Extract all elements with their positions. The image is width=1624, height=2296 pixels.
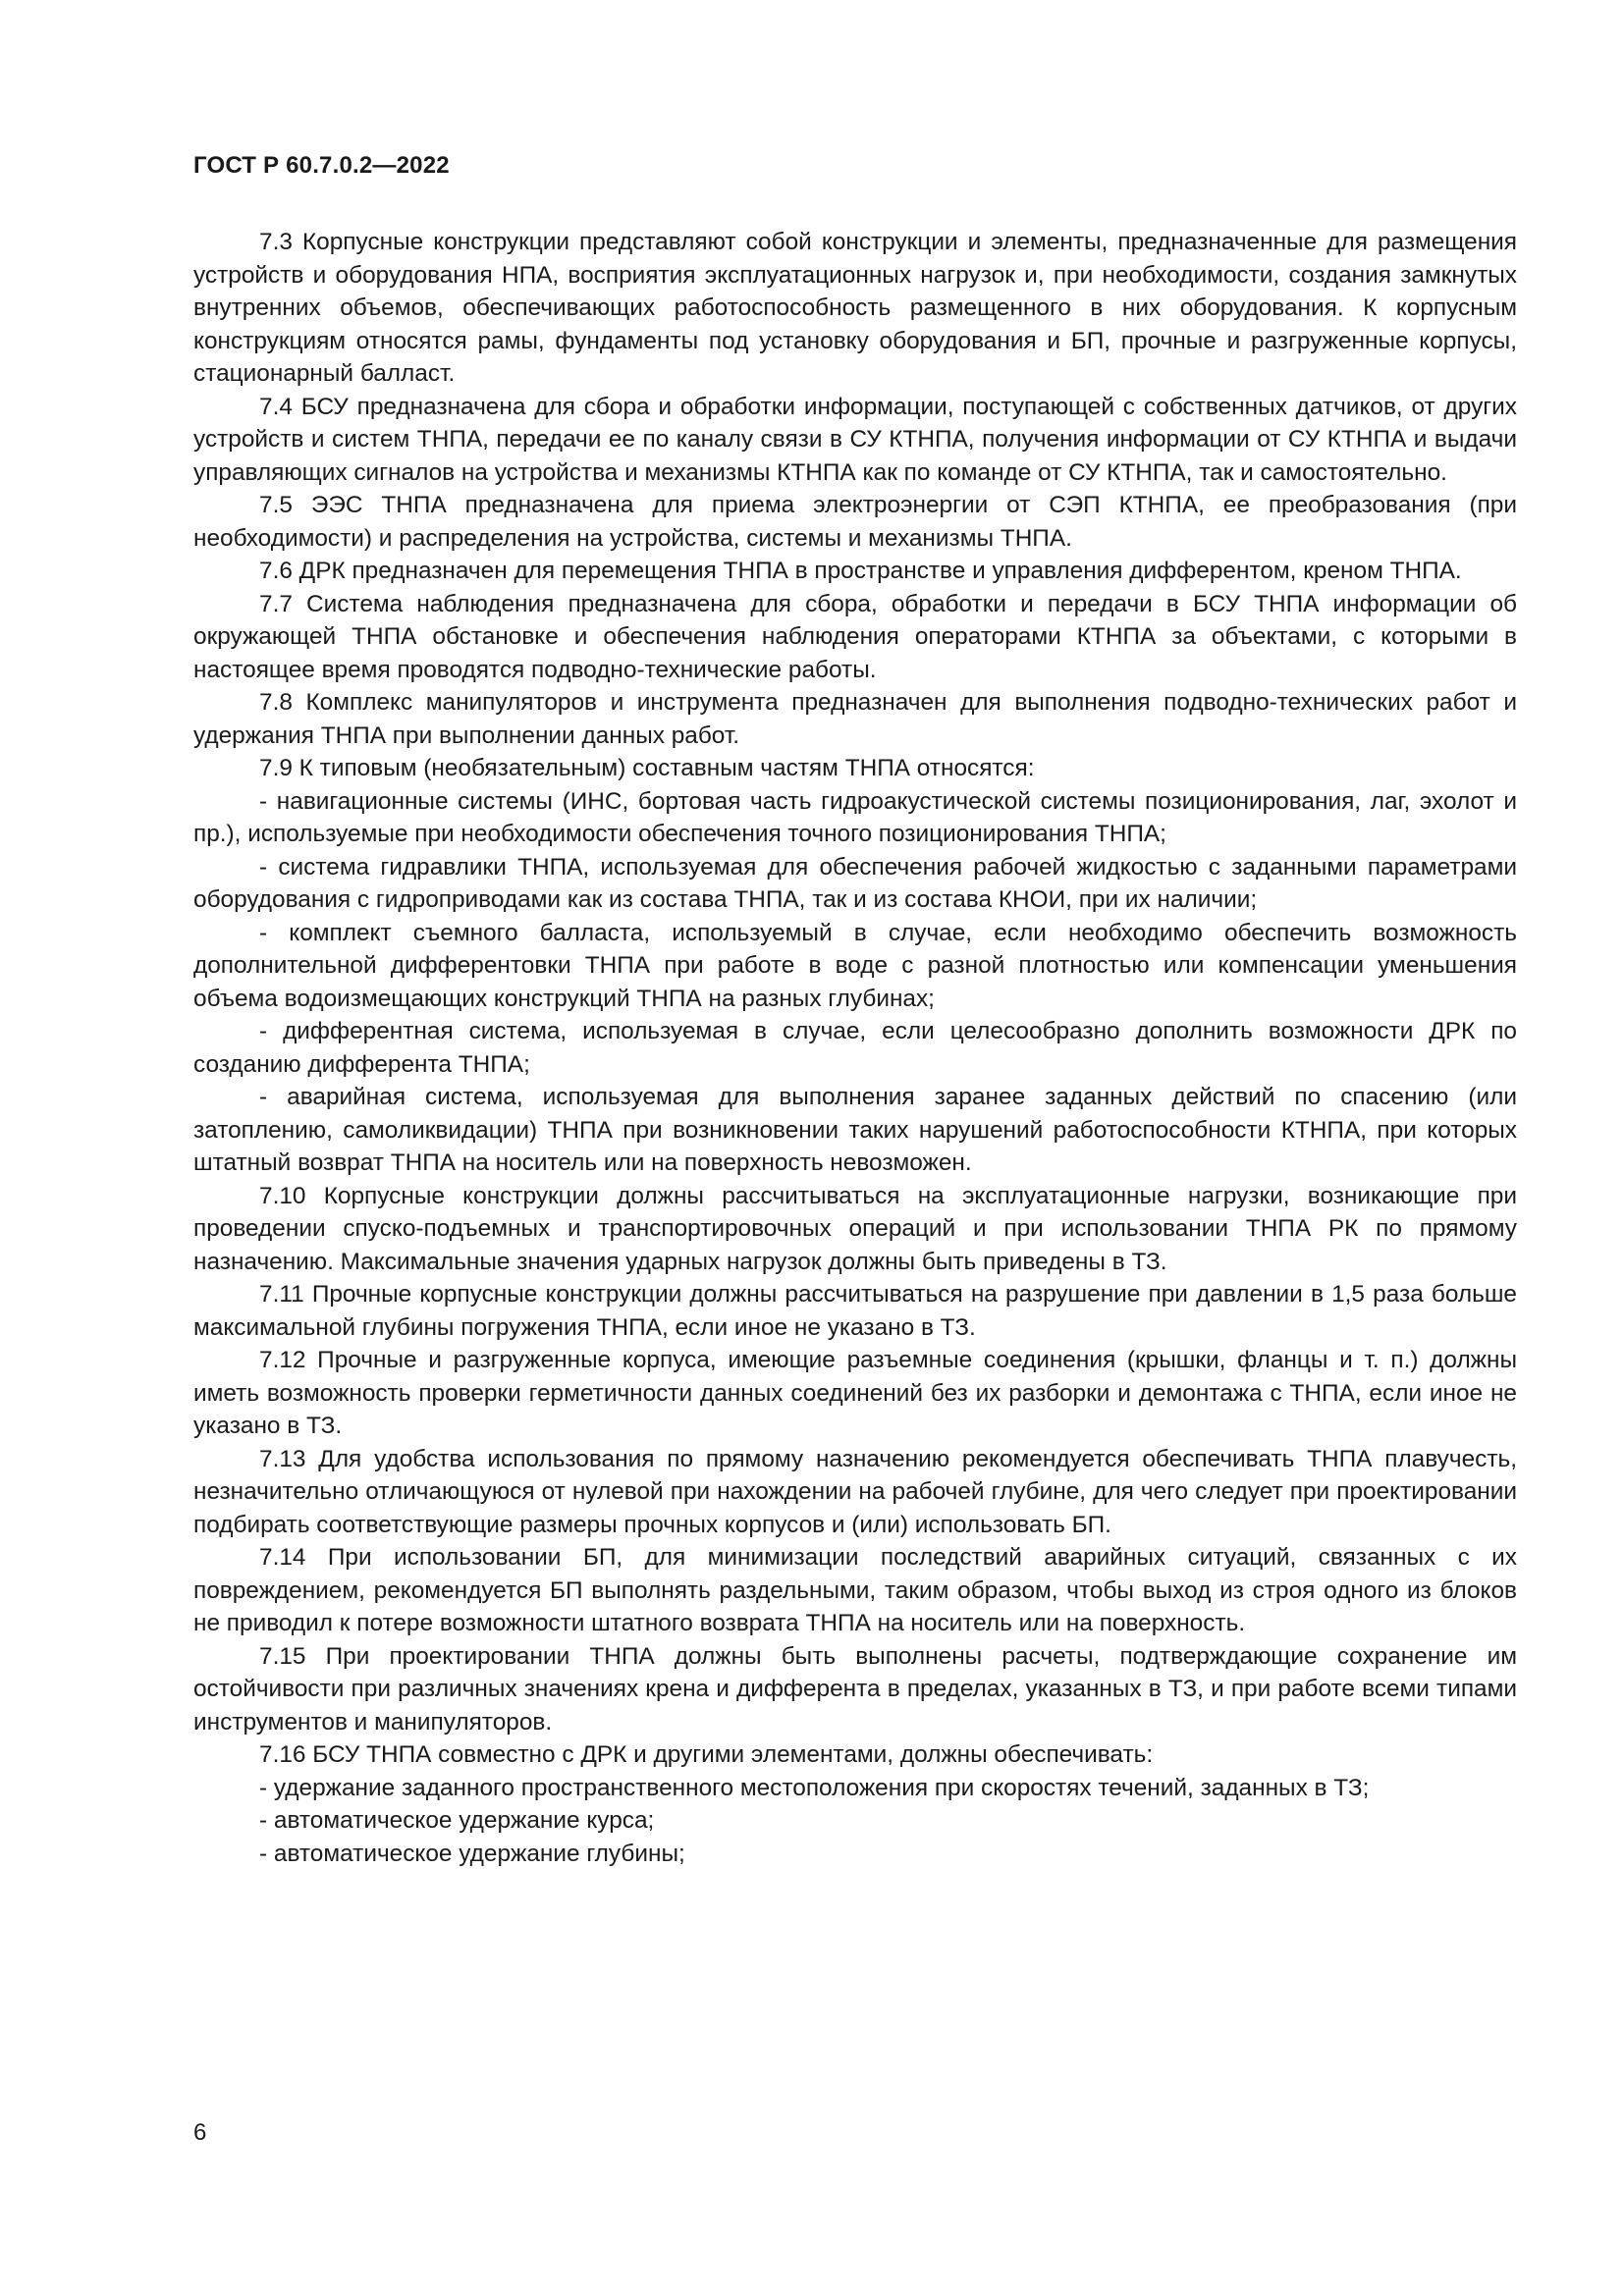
paragraph-7-11: 7.11 Прочные корпусные конструкции должны рассчитываться на разрушение при давлении в 1,5 раза больше максимальной глубины погружения ТНПА, если иное не указано в ТЗ.	[193, 1281, 1517, 1341]
list-item-heading-hold: - автоматическое удержание курса;	[259, 1807, 655, 1834]
document-header: ГОСТ Р 60.7.0.2—2022	[193, 152, 450, 179]
paragraph-7-9: 7.9 К типовым (необязательным) составным частям ТНПА относятся:	[259, 755, 1035, 781]
list-item-depth-hold: - автоматическое удержание глубины;	[259, 1840, 685, 1867]
paragraph-7-6: 7.6 ДРК предназначен для перемещения ТНПА в пространстве и управления дифферентом, креном ТНПА.	[259, 558, 1462, 584]
paragraph-7-10: 7.10 Корпусные конструкции должны рассчитываться на эксплуатационные нагрузки, возникающие при проведении спуско-подъемных и транспортировочных операций и при использовании ТНПА РК по прямому назначению. Максимальные значения ударных нагрузок должны быть приведены в ТЗ.	[193, 1182, 1517, 1275]
paragraph-7-3: 7.3 Корпусные конструкции представляют собой конструкции и элементы, предназначенные для размещения устройств и оборудования НПА, восприятия эксплуатационных нагрузок и, при необходимости, создания замкнутых внутренних объемов, обеспечивающих работоспособность размещенного в них оборудования. К корпусным конструкциям относятся рамы, фундаменты под установку оборудования и БП, прочные и разгруженные корпусы, стационарный балласт.	[193, 229, 1517, 387]
paragraph-7-16: 7.16 БСУ ТНПА совместно с ДРК и другими элементами, должны обеспечивать:	[259, 1741, 1154, 1768]
document-body	[193, 226, 1517, 1870]
list-item-hydraulics: - система гидравлики ТНПА, используемая для обеспечения рабочей жидкостью с заданными параметрами оборудования с гидроприводами как из состава ТНПА, так и из состава КНОИ, при их наличии;	[193, 853, 1517, 913]
list-item-trim-system: - дифферентная система, используемая в случае, если целесообразно дополнить возможности ДРК по созданию дифферента ТНПА;	[193, 1018, 1517, 1078]
list-item-position-hold: - удержание заданного пространственного местоположения при скоростях течений, заданных в ТЗ;	[259, 1774, 1370, 1801]
paragraph-7-7: 7.7 Система наблюдения предназначена для сбора, обработки и передачи в БСУ ТНПА информации об окружающей ТНПА обстановке и обеспечения наблюдения операторами КТНПА за объектами, с которыми в настоящее время проводятся подводно-технические работы.	[193, 590, 1517, 683]
paragraph-7-5: 7.5 ЭЭС ТНПА предназначена для приема электроэнергии от СЭП КТНПА, ее преобразования (при необходимости) и распределения на устройства, системы и механизмы ТНПА.	[193, 492, 1517, 552]
paragraph-7-8: 7.8 Комплекс манипуляторов и инструмента предназначен для выполнения подводно-технических работ и удержания ТНПА при выполнении данных работ.	[193, 689, 1517, 749]
list-item-ballast: - комплект съемного балласта, используемый в случае, если необходимо обеспечить возможность дополнительной дифферентовки ТНПА при работе в воде с разной плотностью или компенсации уменьшения объема водоизмещающих конструкций ТНПА на разных глубинах;	[193, 919, 1517, 1012]
page-number: 6	[193, 2119, 207, 2146]
paragraph-7-13: 7.13 Для удобства использования по прямому назначению рекомендуется обеспечивать ТНПА плавучесть, незначительно отличающуюся от нулевой при нахождении на рабочей глубине, для чего следует при проектировании подбирать соответствующие размеры прочных корпусов и (или) использовать БП.	[193, 1445, 1517, 1538]
paragraph-7-4: 7.4 БСУ предназначена для сбора и обработки информации, поступающей с собственных датчиков, от других устройств и систем ТНПА, передачи ее по каналу связи в СУ КТНПА, получения информации от СУ КТНПА и выдачи управляющих сигналов на устройства и механизмы КТНПА как по команде от СУ КТНПА, так и самостоятельно.	[193, 393, 1517, 486]
paragraph-7-12: 7.12 Прочные и разгруженные корпуса, имеющие разъемные соединения (крышки, фланцы и т. п.) должны иметь возможность проверки герметичности данных соединений без их разборки и демонтажа с ТНПА, если иное не указано в ТЗ.	[193, 1347, 1517, 1439]
paragraph-7-15: 7.15 При проектировании ТНПА должны быть выполнены расчеты, подтверждающие сохранение им остойчивости при различных значениях крена и дифферента в пределах, указанных в ТЗ, и при работе всеми типами инструментов и манипуляторов.	[193, 1642, 1517, 1735]
list-item-navigation: - навигационные системы (ИНС, бортовая часть гидроакустической системы позиционирования, лаг, эхолот и пр.), используемые при необходимости обеспечения точного позиционирования ТНПА;	[193, 787, 1517, 847]
list-item-emergency-system: - аварийная система, используемая для выполнения заранее заданных действий по спасению (или затоплению, самоликвидации) ТНПА при возникновении таких нарушений работоспособности КТНПА, при которых штатный возврат ТНПА на носитель или на поверхность невозможен.	[193, 1084, 1517, 1176]
paragraph-7-14: 7.14 При использовании БП, для минимизации последствий аварийных ситуаций, связанных с их повреждением, рекомендуется БП выполнять раздельными, таким образом, чтобы выход из строя одного из блоков не приводил к потере возможности штатного возврата ТНПА на носитель или на поверхность.	[193, 1544, 1517, 1636]
